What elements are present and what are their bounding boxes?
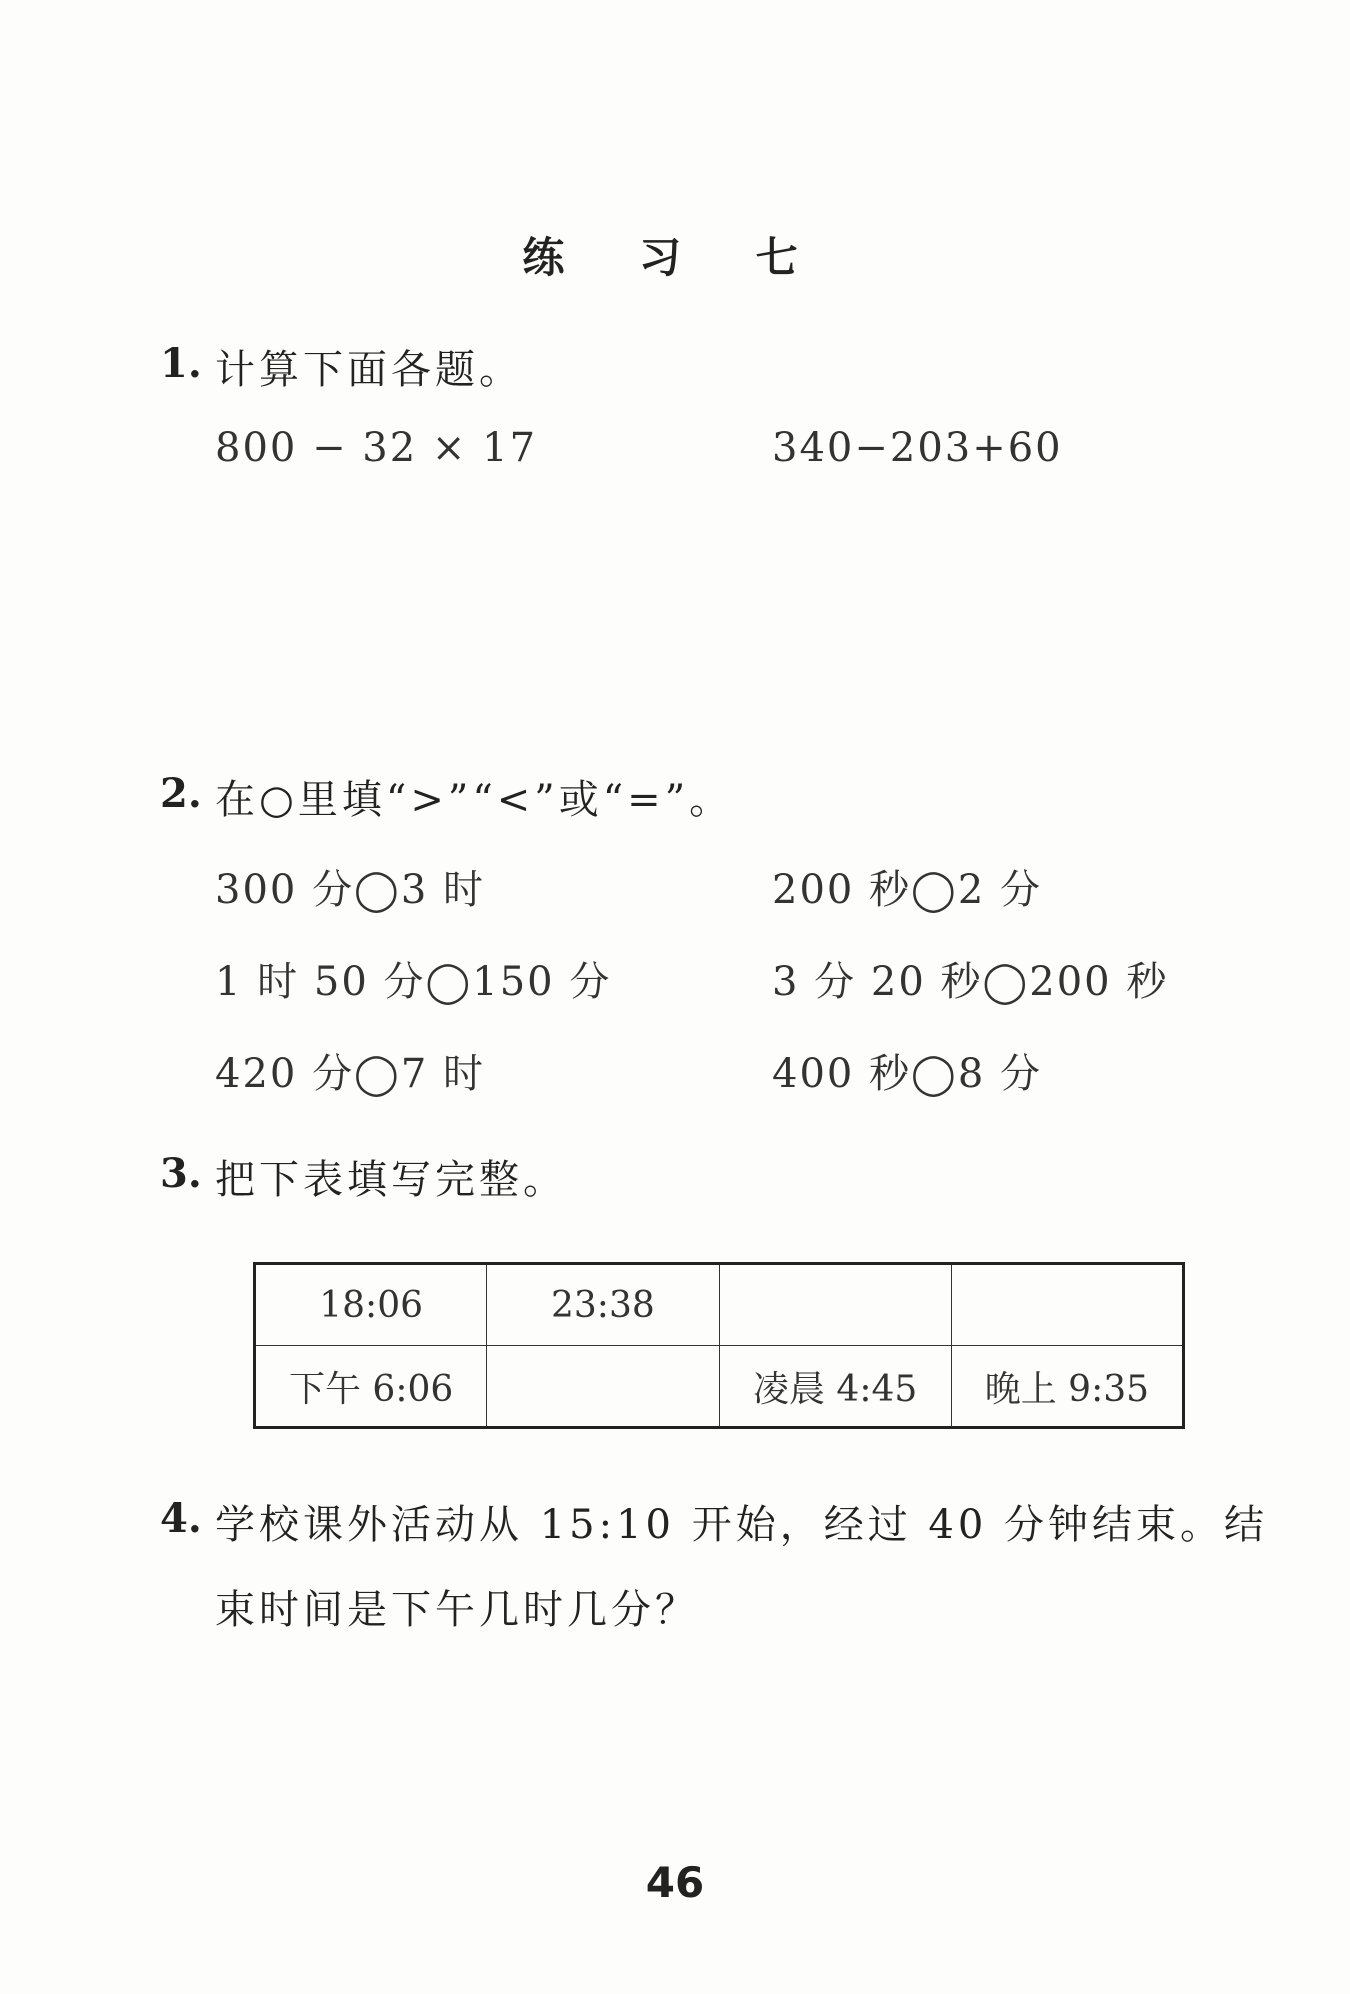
q2-number: 2. — [160, 770, 202, 817]
q1-prompt: 计算下面各题。 — [215, 347, 523, 393]
q3-prompt: 把下表填写完整。 — [215, 1157, 567, 1203]
q1-expression: 340−203+60 — [772, 425, 1063, 471]
q2-comparison: 300 分◯3 时 — [215, 867, 485, 913]
q4-text-line2: 束时间是下午几时几分？ — [215, 1587, 699, 1633]
q4-number: 4. — [160, 1495, 202, 1542]
q2-comparison: 400 秒◯8 分 — [772, 1051, 1042, 1097]
time-conversion-table — [253, 1262, 1185, 1429]
table-cell: 下午 6:06 — [255, 1346, 487, 1428]
q1-number: 1. — [160, 340, 202, 387]
table-row — [255, 1346, 1184, 1428]
q2-prompt: 在○里填“>”“<”或“=”。 — [215, 777, 734, 823]
table-cell: 凌晨 4:45 — [719, 1346, 951, 1428]
table-cell: 18:06 — [255, 1264, 487, 1346]
q2-comparison: 200 秒◯2 分 — [772, 867, 1042, 913]
q3-number: 3. — [160, 1150, 202, 1197]
table-cell: 晚上 9:35 — [951, 1346, 1183, 1428]
table-cell-blank — [951, 1264, 1183, 1346]
q1-expression: 800 − 32 × 17 — [215, 425, 538, 471]
page-number: 46 — [645, 1858, 705, 1907]
table-row — [255, 1264, 1184, 1346]
q2-comparison: 420 分◯7 时 — [215, 1051, 485, 1097]
table-cell-blank — [487, 1346, 719, 1428]
page-title: 练 习 七 — [522, 233, 828, 282]
q4-text-line1: 学校课外活动从 15:10 开始，经过 40 分钟结束。结 — [215, 1502, 1269, 1548]
table-cell-blank — [719, 1264, 951, 1346]
q2-comparison: 3 分 20 秒◯200 秒 — [772, 959, 1169, 1005]
q2-comparison: 1 时 50 分◯150 分 — [215, 959, 612, 1005]
table-cell: 23:38 — [487, 1264, 719, 1346]
